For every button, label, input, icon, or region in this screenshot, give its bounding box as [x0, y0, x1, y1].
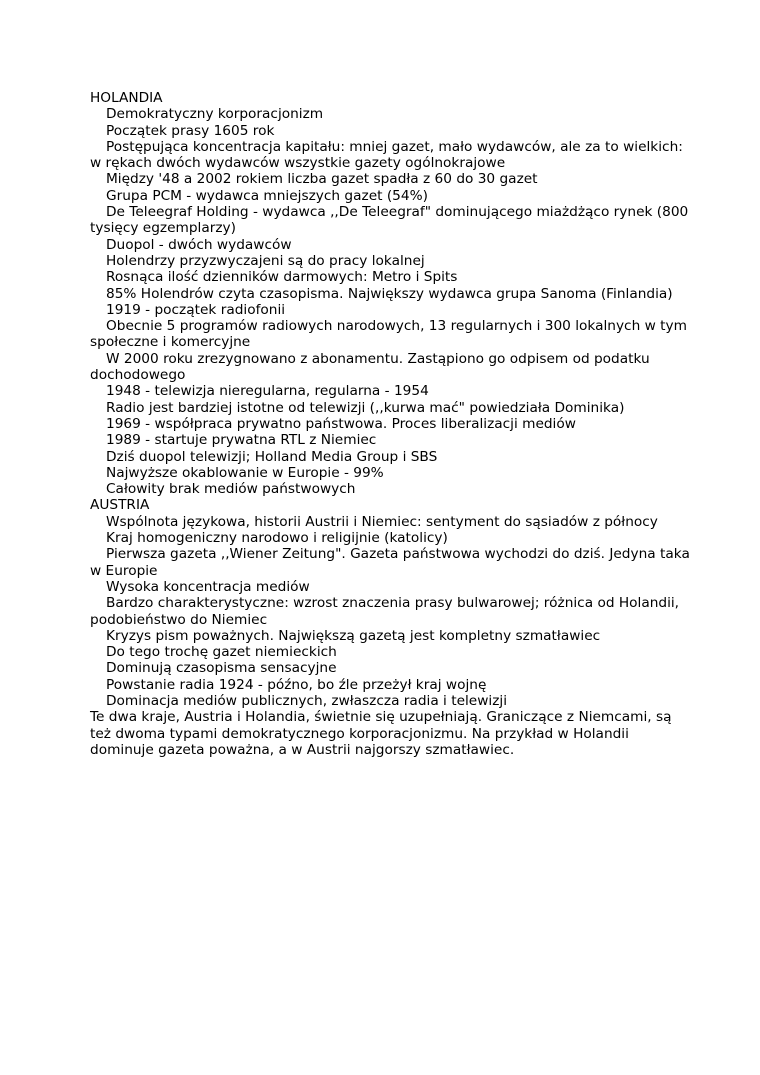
section-heading: HOLANDIA	[90, 90, 163, 106]
list-item	[90, 204, 690, 237]
list-item	[90, 530, 690, 546]
list-item	[90, 677, 690, 693]
list-item-text: Dominacja mediów publicznych, zwłaszcza radia i telewizji	[106, 692, 508, 709]
list-item	[90, 546, 690, 579]
list-item	[90, 123, 690, 139]
list-item-text: Kraj homogeniczny narodowo i religijnie (katolicy)	[106, 530, 448, 547]
list-item-text: Postępująca koncentracja kapitału: mniej gazet, mało wydawców, ale za to wielkich: w rękach dwóch wydawców wszystkie gazety ogólnokrajowe	[90, 138, 683, 172]
list-item	[90, 188, 690, 204]
list-item	[90, 383, 690, 399]
list-item	[90, 253, 690, 269]
list-item	[90, 644, 690, 660]
list-item-text: Najwyższe okablowanie w Europie - 99%	[106, 464, 384, 481]
list-item-text: Rosnąca ilość dzienników darmowych: Metro i Spits	[106, 269, 458, 286]
list-item	[90, 514, 690, 530]
list-item	[90, 139, 690, 172]
list-item-text: 85% Holendrów czyta czasopisma. Największy wydawca grupa Sanoma (Finlandia)	[106, 285, 673, 302]
list-item-text: Kryzys pism poważnych. Największą gazetą jest kompletny szmatławiec	[106, 627, 601, 644]
list-item-text: Dominują czasopisma sensacyjne	[106, 660, 337, 677]
list-item-text: 1948 - telewizja nieregularna, regularna - 1954	[106, 383, 429, 400]
list-item	[90, 351, 690, 384]
list-item-text: Wysoka koncentracja mediów	[106, 578, 310, 595]
list-item-text: Do tego trochę gazet niemieckich	[106, 644, 337, 661]
list-item-text: Początek prasy 1605 rok	[106, 122, 275, 139]
list-item-text: De Teleegraf Holding - wydawca ,,De Teleegraf" dominującego miażdżąco rynek (800 tysięcy egzemplarzy)	[90, 204, 689, 237]
list-item	[90, 237, 690, 253]
list-item	[90, 628, 690, 644]
list-item	[90, 400, 690, 416]
list-item-text: Dziś duopol telewizji; Holland Media Group i SBS	[106, 448, 438, 465]
list-item	[90, 579, 690, 595]
list-item-text: Wspólnota językowa, historii Austrii i Niemiec: sentyment do sąsiadów z północy	[106, 513, 658, 530]
list-item	[90, 660, 690, 676]
document-page	[90, 90, 690, 758]
conclusion-paragraph: Te dwa kraje, Austria i Holandia, świetnie się uzupełniają. Graniczące z Niemcami, są też dwoma typami demokratycznego korporacjonizmu. Na przykład w Holandii dominuje gazeta poważna, a w Austrii najgorszy szmatławiec.	[90, 709, 672, 758]
sections-container	[90, 90, 690, 709]
section-heading: AUSTRIA	[90, 497, 150, 514]
list-item	[90, 106, 690, 122]
list-item-text: 1989 - startuje prywatna RTL z Niemiec	[106, 432, 377, 449]
list-item	[90, 302, 690, 318]
list-item	[90, 286, 690, 302]
list-item-text: Całowity brak mediów państwowych	[106, 481, 356, 498]
list-item-text: W 2000 roku zrezygnowano z abonamentu. Zastąpiono go odpisem od podatku dochodowego	[90, 350, 650, 384]
list-item-text: Powstanie radia 1924 - późno, bo źle przeżył kraj wojnę	[106, 676, 487, 693]
list-item	[90, 416, 690, 432]
list-item-text: Pierwsza gazeta ,,Wiener Zeitung". Gazeta państwowa wychodzi do dziś. Jedyna taka w Europie	[90, 546, 690, 579]
list-item	[90, 318, 690, 351]
list-item-text: 1919 - początek radiofonii	[106, 301, 286, 318]
list-item	[90, 449, 690, 465]
list-item-text: Bardzo charakterystyczne: wzrost znaczenia prasy bulwarowej; różnica od Holandii, podobieństwo do Niemiec	[90, 595, 680, 628]
list-item	[90, 595, 690, 628]
list-item-text: 1969 - współpraca prywatno państwowa. Proces liberalizacji mediów	[106, 415, 576, 432]
list-item	[90, 465, 690, 481]
list-item-text: Grupa PCM - wydawca mniejszych gazet (54%)	[106, 187, 428, 204]
list-item	[90, 693, 690, 709]
list-item	[90, 269, 690, 285]
list-item-text: Demokratyczny korporacjonizm	[106, 106, 324, 123]
list-item-text: Radio jest bardziej istotne od telewizji (,,kurwa mać" powiedziała Dominika)	[106, 399, 625, 416]
list-item	[90, 432, 690, 448]
list-item	[90, 481, 690, 497]
list-item-text: Między '48 a 2002 rokiem liczba gazet spadła z 60 do 30 gazet	[106, 171, 538, 188]
list-item-text: Obecnie 5 programów radiowych narodowych, 13 regularnych i 300 lokalnych w tym społeczne i komercyjne	[90, 318, 687, 351]
list-item-text: Duopol - dwóch wydawców	[106, 236, 292, 253]
list-item	[90, 171, 690, 187]
list-item-text: Holendrzy przyzwyczajeni są do pracy lokalnej	[106, 252, 425, 269]
